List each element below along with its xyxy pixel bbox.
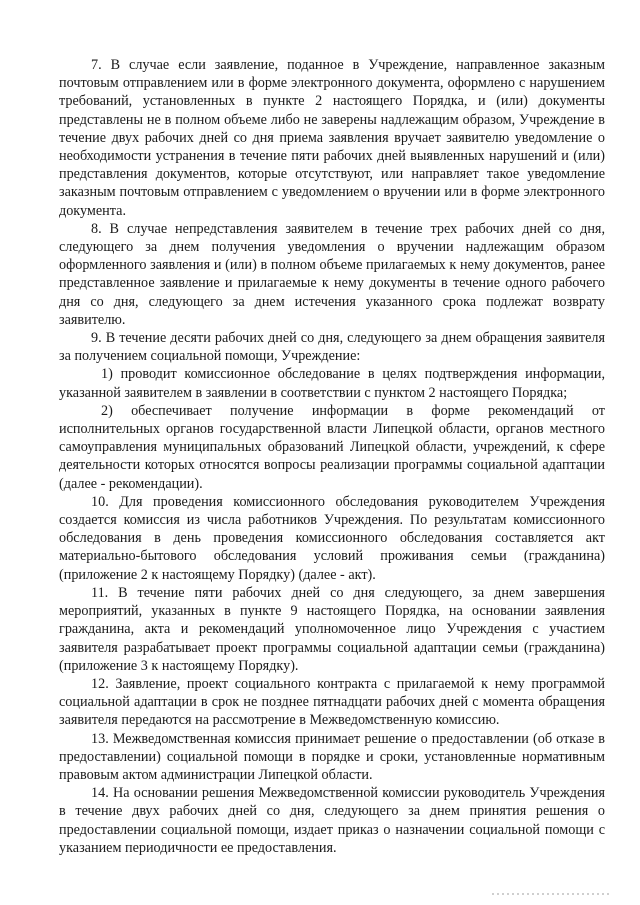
paragraph-14: 14. На основании решения Межведомственной комиссии руководитель Учреждения в течение двух рабочих дней со дня, следующего за днем принятия решения о предоставлении социальной помощи, издает приказ о назначении социальной помощи с указанием периодичности ее предоставления. <box>59 785 605 856</box>
paragraph-13: 13. Межведомственная комиссия принимает решение о предоставлении (об отказе в предоставлении) социальной помощи в порядке и сроки, установленные нормативным правовым актом администрации Липецкой области. <box>59 730 605 783</box>
paragraph-9-item-2: 2) обеспечивает получение информации в форме рекомендаций от исполнительных органов государственной власти Липецкой области, органов местного самоуправления муниципальных образований Липецкой области, учреждений, к сфере деятельности которых относятся вопросы реализации программы социальной адаптации (далее - рекомендации). <box>59 402 605 492</box>
paragraph-11: 11. В течение пяти рабочих дней со дня следующего, за днем завершения мероприятий, указанных в пункте 9 настоящего Порядка, на основании заявления гражданина, акта и рекомендаций уполномоченное лицо Учреждения с участием заявителя разрабатывает проект программы социальной адаптации семьи (гражданина) (приложение 3 к настоящему Порядку). <box>59 584 605 674</box>
paragraph-10: 10. Для проведения комиссионного обследования руководителем Учреждения создается комиссия из числа работников Учреждения. По результатам комиссионного обследования в день проведения комиссионного обследования составляется акт материально-бытового обследования условий проживания семьи (гражданина) (приложение 2 к настоящему Порядку) (далее - акт). <box>59 493 605 583</box>
paragraph-9: 9. В течение десяти рабочих дней со дня, следующего за днем обращения заявителя за получением социальной помощи, Учреждение: <box>59 330 605 365</box>
paragraph-8: 8. В случае непредставления заявителем в течение трех рабочих дней со дня, следующего за днем получения уведомления о вручении надлежащим образом оформленного заявления и (или) в полном объеме прилагаемых к нему документов, ранее представленное заявление и прилагаемые к нему документы в течение одного рабочего дня со дня, следующего за днем истечения указанного срока подлежат возврату заявителю. <box>59 220 605 328</box>
paragraph-12: 12. Заявление, проект социального контракта с прилагаемой к нему программой социальной адаптации в срок не позднее пятнадцати рабочих дней с момента обращения заявителя передаются на рассмотрение в Межведомственную комиссию. <box>59 675 605 729</box>
paragraph-9-item-1: 1) проводит комиссионное обследование в целях подтверждения информации, указанной заявителем в заявлении в соответствии с пунктом 2 настоящего Порядка; <box>59 366 605 401</box>
document-body <box>59 56 605 857</box>
scan-footer-mark <box>492 893 612 895</box>
paragraph-7: 7. В случае если заявление, поданное в Учреждение, направленное заказным почтовым отправлением или в форме электронного документа, оформлено с нарушением требований, установленных в пункте 2 настоящего Порядка, и (или) документы представлены не в полном объеме либо не заверены надлежащим образом, Учреждение в течение двух рабочих дней со дня приема заявления вручает заявителю уведомление о необходимости устранения в течение пяти рабочих дней выявленных нарушений и (или) представления документов, которые отсутствуют, или направляет такое уведомление заказным почтовым отправлением с уведомлением о вручении или в форме электронного документа. <box>59 57 605 219</box>
